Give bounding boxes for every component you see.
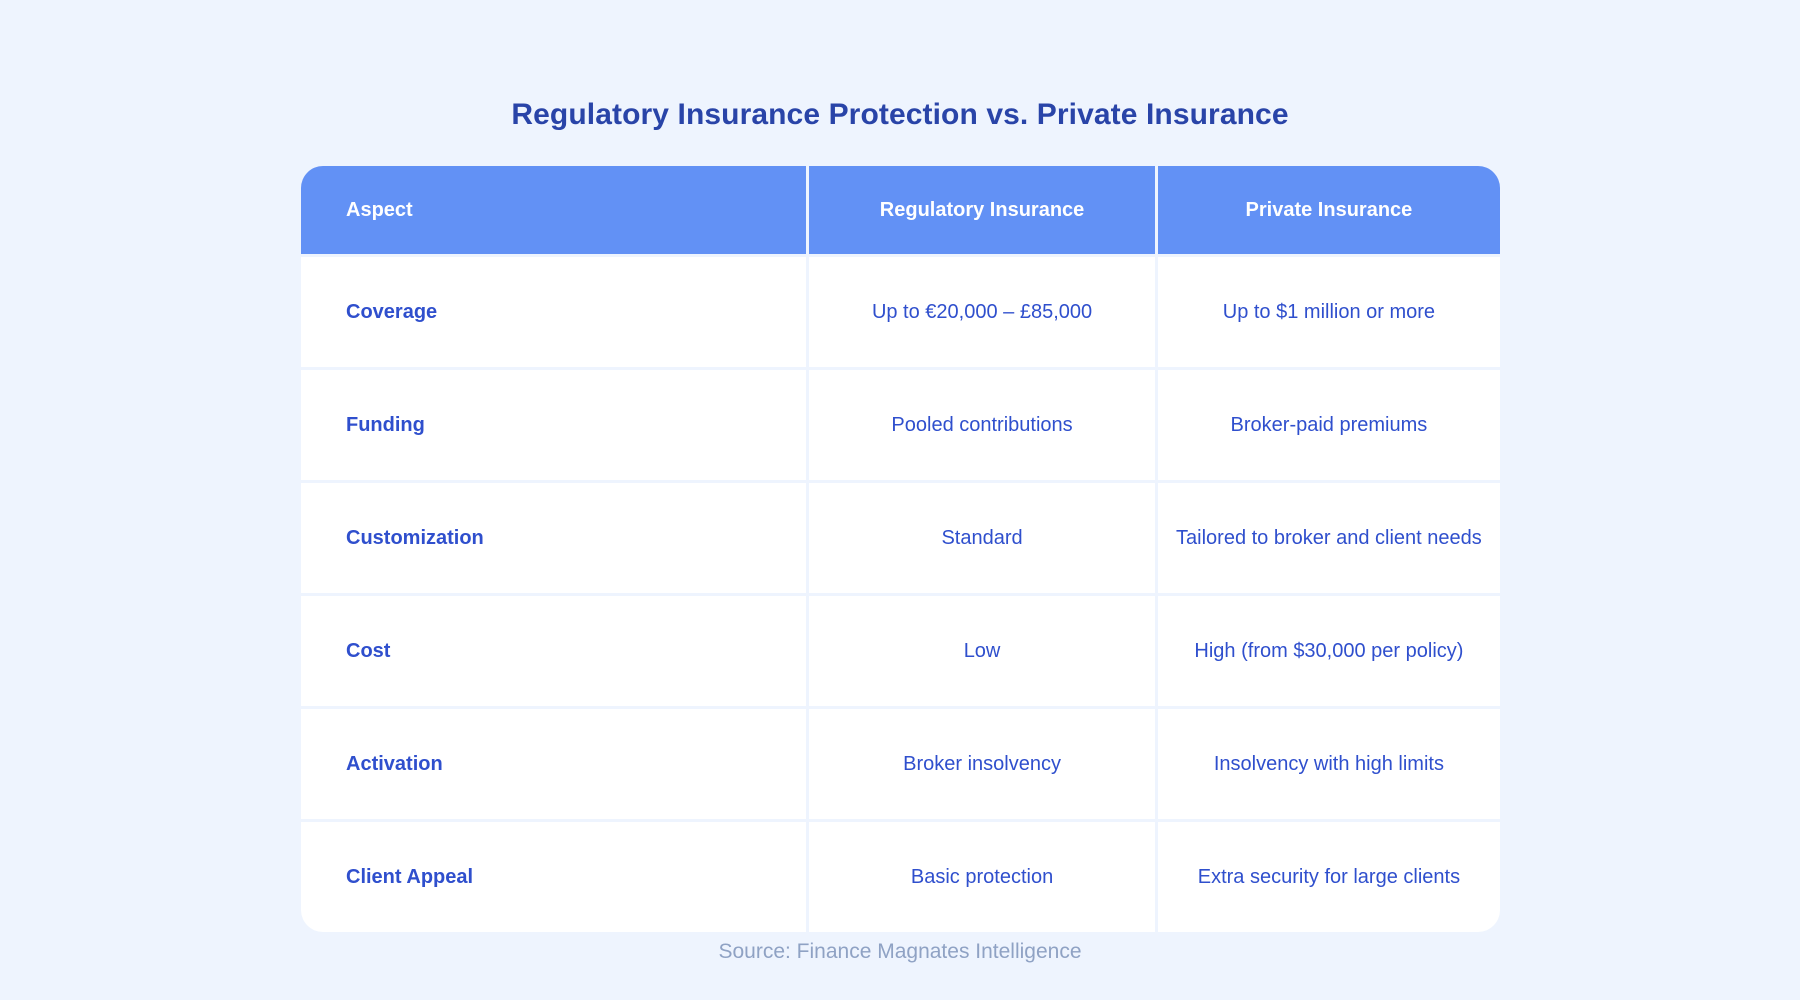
- table-row: [301, 483, 1500, 593]
- row-label-coverage: Coverage: [301, 257, 806, 367]
- cell-cost-regulatory: Low: [809, 596, 1155, 706]
- table-body: [301, 257, 1500, 932]
- column-header-private-insurance: Private Insurance: [1158, 166, 1500, 254]
- cell-customization-private: Tailored to broker and client needs: [1158, 483, 1500, 593]
- table-header: [301, 166, 1500, 254]
- cell-client-appeal-regulatory: Basic protection: [809, 822, 1155, 932]
- cell-funding-regulatory: Pooled contributions: [809, 370, 1155, 480]
- cell-activation-private: Insolvency with high limits: [1158, 709, 1500, 819]
- column-header-aspect: Aspect: [301, 166, 806, 254]
- cell-client-appeal-private: Extra security for large clients: [1158, 822, 1500, 932]
- table-row: [301, 709, 1500, 819]
- page-title: Regulatory Insurance Protection vs. Private Insurance: [511, 98, 1289, 131]
- table-row: [301, 596, 1500, 706]
- row-label-client-appeal: Client Appeal: [301, 822, 806, 932]
- cell-cost-private: High (from $30,000 per policy): [1158, 596, 1500, 706]
- cell-coverage-private: Up to $1 million or more: [1158, 257, 1500, 367]
- column-header-regulatory-insurance: Regulatory Insurance: [809, 166, 1155, 254]
- table-row: [301, 822, 1500, 932]
- comparison-table: [298, 163, 1503, 935]
- row-label-activation: Activation: [301, 709, 806, 819]
- cell-customization-regulatory: Standard: [809, 483, 1155, 593]
- row-label-funding: Funding: [301, 370, 806, 480]
- cell-activation-regulatory: Broker insolvency: [809, 709, 1155, 819]
- comparison-table-container: [298, 163, 1503, 935]
- table-header-row: [301, 166, 1500, 254]
- table-row: [301, 370, 1500, 480]
- cell-funding-private: Broker-paid premiums: [1158, 370, 1500, 480]
- source-caption: Source: Finance Magnates Intelligence: [718, 940, 1082, 963]
- table-row: [301, 257, 1500, 367]
- row-label-customization: Customization: [301, 483, 806, 593]
- row-label-cost: Cost: [301, 596, 806, 706]
- cell-coverage-regulatory: Up to €20,000 – £85,000: [809, 257, 1155, 367]
